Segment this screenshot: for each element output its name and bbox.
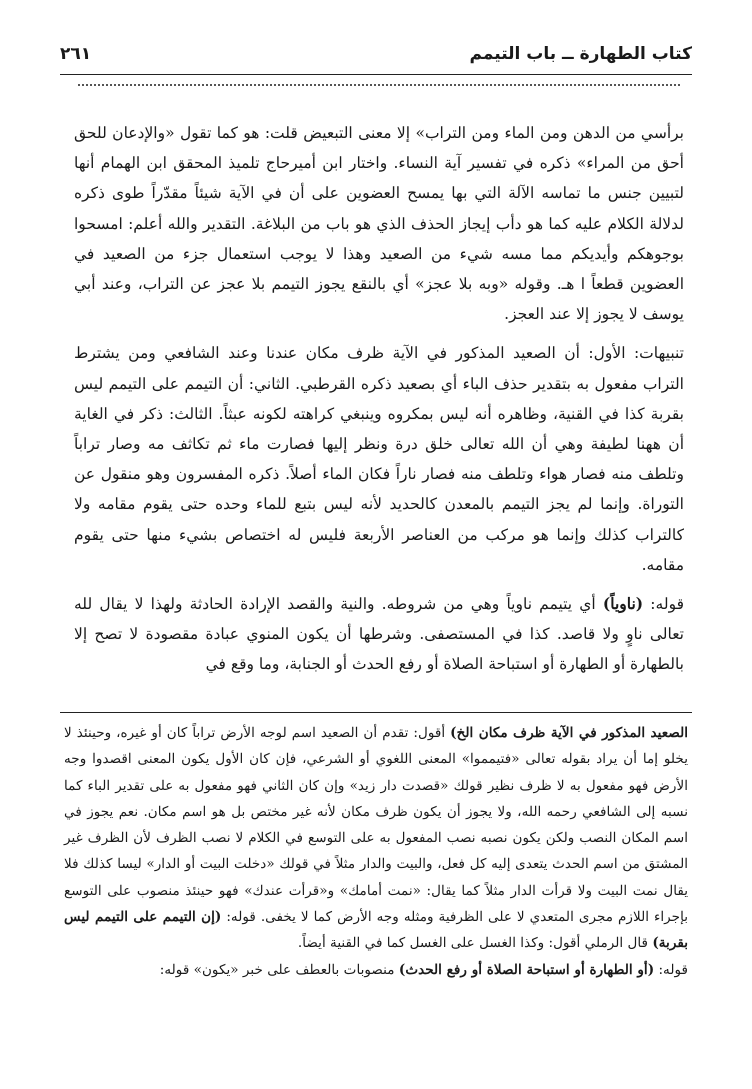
paragraph-text: برأسي من الدهن ومن الماء ومن التراب» إلا معنى التبعيض قلت: هو كما تقول «والإدعان للحق أحق من المراء» ذكره في تفسير آية النساء. واختار ابن أميرحاج تلميذ المحقق ابن الهمام أنها لتبيين جنس ما تماسه الآلة التي بها يمسح العضوين على أن في الآية شيئاً مقدّراً طوى ذكره لدلالة الكلام عليه كما هو دأب إيجاز الحذف الذي هو باب من البلاغة. التقدير والله أعلم: امسحوا بوجوهكم وأيديكم مما مسه شيء من الصعيد وهذا لا يوجب استعمال جزء من الصعيد في العضوين قطعاً ا هـ. وقوله «وبه بلا عجز» أي بالنقع يجوز التيمم بلا عجز عن التراب، وعند أبي يوسف لا يجوز إلا عند العجز. — [74, 124, 684, 324]
footnotes — [64, 720, 688, 983]
footnote-text: أقول: تقدم أن الصعيد اسم لوجه الأرض تراباً كان أو غيره، وحينئذ لا يخلو إما أن يراد بقوله تعالى «فتيمموا» المعنى اللغوي أو الشرعي، فإن كان الأول يكون المعنى اقصدوا وجه الأرض فهو مفعول به لا ظرف نظير قولك «قصدت دار زيد» وإن كان الثاني فهو مفعول به على تقدير الباء كما نسبه إلى الشافعي رحمه الله، ولا يجوز أن يكون ظرف مكان لأنه غير مختص بل هو اسم مكان. نعم يجوز في اسم المكان النصب ولكن يكون نصبه نصب المفعول به على التوسع في الكلام لا نصب الظرف لأن الظرف غير المشتق من اسم الحدث يتعدى إليه كل فعل، والبيت والدار مثلاً في قولك «دخلت البيت أو الدار» ليسا كذلك فلا يقال نمت البيت ولا قرأت الدار مثلاً كما يقال: «نمت أمامك» و«قرأت عندك» فهو حينئذ منصوب على التوسع بإجراء اللازم مجرى المتعدي لا على الظرفية ومثله وجه الأرض كما لا يخفى. قوله: — [64, 725, 688, 926]
footnote-text: منصوبات بالعطف على خبر «يكون» قوله: — [159, 961, 399, 978]
paragraph-text: تنبيهات: الأول: أن الصعيد المذكور في الآية ظرف مكان عندنا وعند الشافعي ومن يشترط التراب مفعول به بتقدير حذف الباء أي بصعيد ذكره القرطبي. الثاني: أن التيمم على التيمم ليس بقربة كذا في القنية، وظاهره أنه ليس بمكروه وينبغي كراهته لكونه عبثاً. الثالث: ذكر في الغاية أن ههنا لطيفة وهي أن الله تعالى خلق درة ونظر إليها فصارت ماء ثم تكاثف مه وصار تراباً وتلطف منه فصار هواء وتلطف منه فصار ناراً فكان الماء أصلاً. ذكره المفسرون وهو منقول عن التوراة. وإنما لم يجز التيمم بالمعدن كالحديد لأنه ليس بتبع للماء وحده حتى يقوم مقامه ولا كالتراب كذلك وإنما هو مركب من العناصر الأربعة فليس له اختصاص بشيء منها حتى يقوم مقامه. — [74, 344, 684, 574]
page-number: ٢٦١ — [60, 44, 92, 64]
footnote-separator — [60, 712, 692, 713]
running-header — [60, 40, 692, 75]
footnote-term: (إن التيمم على التيمم ليس بقربة) — [64, 909, 688, 952]
footnote-lead: قوله: — [654, 961, 688, 978]
dotted-separator — [78, 84, 680, 86]
footnote-text: قال الرملي أقول: وكذا الغسل على الغسل كما في القنية أيضاً. — [297, 935, 653, 952]
paragraph-text: أي يتيمم ناوياً وهي من شروطه. والنية والقصد الإرادة الحادثة ولهذا لا يقال لله تعالى ناوٍ ولا قاصد. كذا في المستصفى. وشرطها أن يكون المنوي عبادة مقصودة لا تصح إلا بالطهارة أو الطهارة أو استباحة الصلاة أو رفع الحدث أو الجنابة، وما وقع في — [74, 595, 684, 674]
paragraph — [74, 118, 684, 329]
paragraph-lead: قوله: — [643, 595, 684, 614]
paragraph — [74, 338, 684, 580]
chapter-title: كتاب الطهارة ــ باب التيمم — [469, 44, 692, 64]
footnote — [64, 720, 688, 957]
footnote-term: (أو الطهارة أو استباحة الصلاة أو رفع الحدث) — [398, 961, 655, 978]
bold-term: (ناوياً) — [602, 594, 644, 614]
footnote — [64, 957, 688, 983]
paragraph — [74, 589, 684, 680]
main-text — [74, 118, 684, 689]
footnote-term: الصعيد المذكور في الآية ظرف مكان الخ) — [450, 725, 689, 741]
